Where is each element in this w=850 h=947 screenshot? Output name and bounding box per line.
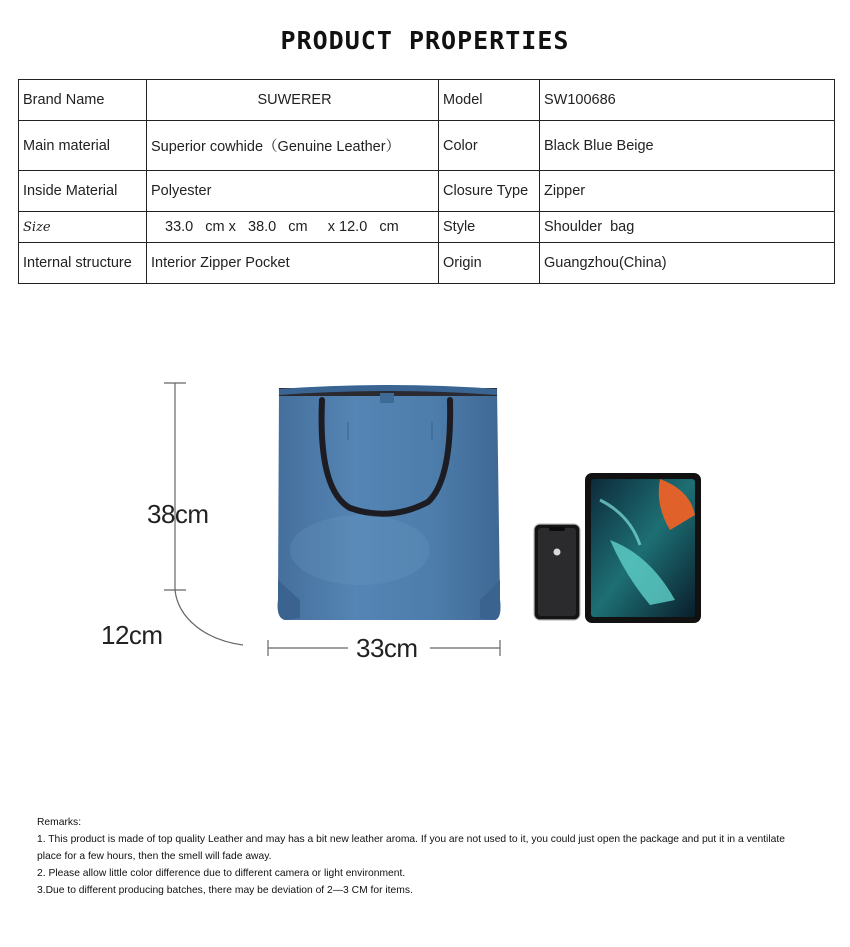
property-value: Black Blue Beige (540, 121, 835, 171)
height-dimension-line (164, 383, 186, 590)
table-row (19, 243, 835, 284)
property-label: Closure Type (439, 171, 540, 212)
remarks-section (37, 814, 837, 899)
remarks-heading: Remarks: (37, 817, 82, 828)
table-row (19, 121, 835, 171)
tablet-reference (585, 473, 701, 623)
property-value: SUWERER (147, 80, 439, 121)
depth-dimension-line (175, 590, 243, 645)
apple-logo-icon (554, 549, 561, 556)
property-value: Shoulder bag (540, 212, 835, 243)
remarks-line: 2. Please allow little color difference due to different camera or light environment. (37, 868, 406, 879)
property-label: Style (439, 212, 540, 243)
table-row (19, 80, 835, 121)
property-label: Size (19, 212, 147, 243)
remarks-line: place for a few hours, then the smell will fade away. (37, 851, 272, 862)
property-label: Internal structure (19, 243, 147, 284)
table-row (19, 171, 835, 212)
depth-label: 12cm (101, 620, 163, 650)
property-value: Zipper (540, 171, 835, 212)
property-label: Inside Material (19, 171, 147, 212)
height-label: 38cm (147, 499, 209, 529)
property-value: Superior cowhide（Genuine Leather） (147, 121, 439, 171)
product-properties-table (18, 79, 835, 284)
phone-reference (534, 524, 580, 620)
property-label: Brand Name (19, 80, 147, 121)
property-value: Interior Zipper Pocket (147, 243, 439, 284)
width-label: 33cm (356, 633, 418, 663)
property-value: 33.0 cm x 38.0 cm x 12.0 cm (147, 212, 439, 243)
page-title: PRODUCT PROPERTIES (280, 26, 570, 55)
property-label: Origin (439, 243, 540, 284)
property-label: Color (439, 121, 540, 171)
remarks-line: 1. This product is made of top quality Leather and may has a bit new leather aroma. If you are not used to it, you could just open the package and put it in a ventilate (37, 834, 785, 845)
property-value: SW100686 (540, 80, 835, 121)
property-label: Main material (19, 121, 147, 171)
table-row (19, 212, 835, 243)
tote-bag (278, 388, 501, 620)
property-value: Guangzhou(China) (540, 243, 835, 284)
property-value: Polyester (147, 171, 439, 212)
property-label: Model (439, 80, 540, 121)
remarks-line: 3.Due to different producing batches, there may be deviation of 2—3 CM for items. (37, 885, 413, 896)
